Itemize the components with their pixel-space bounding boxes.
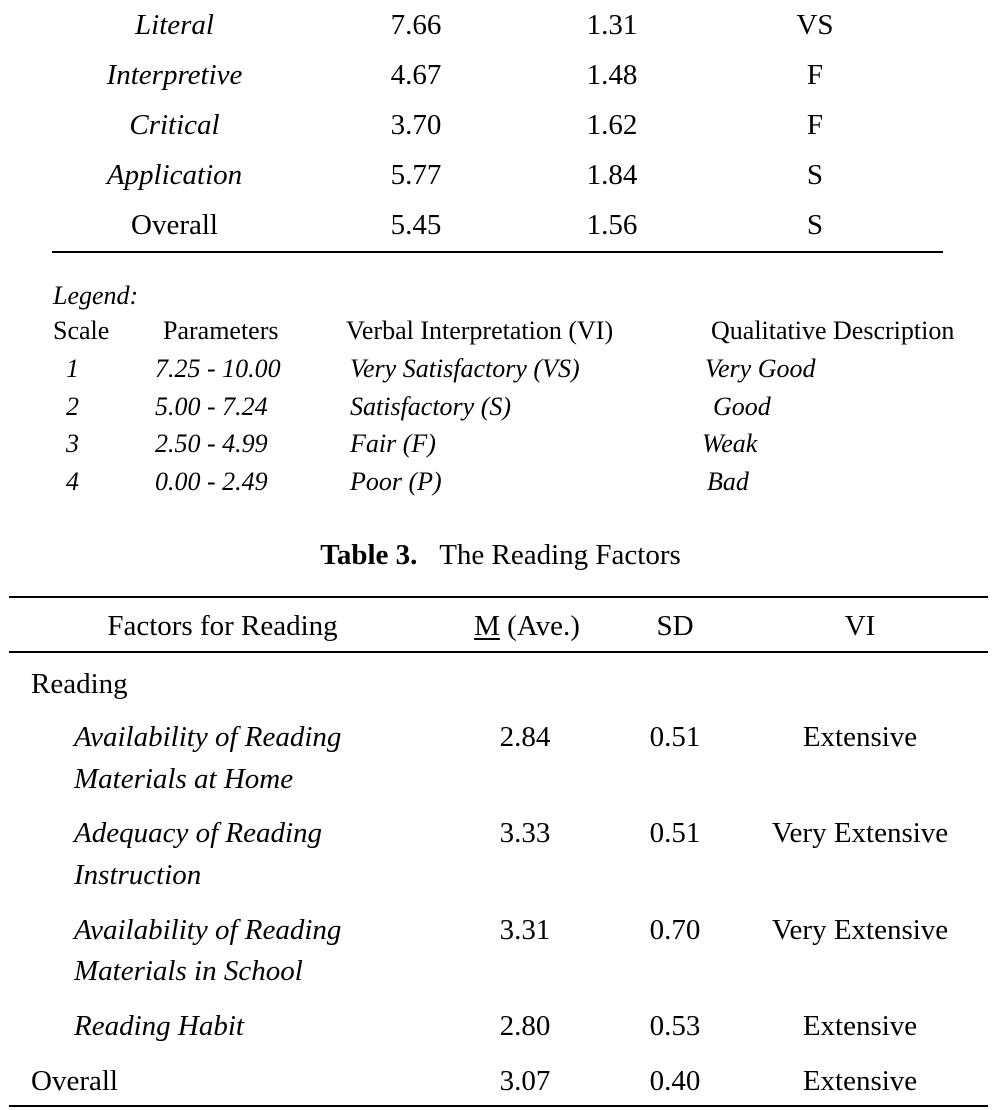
- table-row: [0, 9, 1001, 59]
- factor-label: Adequacy of Reading: [74, 817, 323, 849]
- legend-vi: Very Satisfactory (VS): [350, 354, 580, 383]
- sd-value: 1.84: [586, 159, 638, 191]
- mean-value: 5.77: [390, 159, 442, 191]
- vi-value: Very Extensive: [771, 914, 949, 946]
- mean-value: 3.31: [499, 914, 551, 946]
- factor-label: Reading Habit: [74, 1010, 244, 1042]
- sd-value: 1.56: [586, 209, 638, 241]
- vi-value: S: [806, 209, 824, 241]
- legend-header-vi: Verbal Interpretation (VI): [346, 316, 614, 345]
- sd-value: 1.62: [586, 109, 638, 141]
- header-factor: Factors for Reading: [107, 610, 338, 642]
- sd-value: 0.51: [649, 817, 701, 849]
- legend-header-parameters: Parameters: [163, 316, 279, 345]
- sd-value: 0.53: [649, 1010, 701, 1042]
- header-mean: [452, 605, 602, 647]
- group-label: Reading: [31, 668, 128, 700]
- table-row: [0, 109, 1001, 159]
- legend-parameters: 7.25 - 10.00: [155, 354, 281, 383]
- header-rule: [9, 651, 988, 653]
- level-label: Critical: [129, 109, 220, 141]
- factor-label-cont: Materials in School: [74, 955, 303, 987]
- legend-header-qualitative: Qualitative Description: [711, 316, 955, 345]
- legend-qualitative: Good: [713, 392, 771, 421]
- legend-qualitative: Very Good: [705, 354, 816, 383]
- caption-number: Table 3.: [320, 539, 418, 571]
- legend-qualitative: Bad: [707, 467, 749, 496]
- table-bottom-rule: [9, 1105, 988, 1107]
- legend-scale: 3: [66, 429, 79, 458]
- factor-label-cont: Materials at Home: [74, 763, 294, 795]
- legend-scale: 4: [66, 467, 79, 496]
- mean-suffix: (Ave.): [499, 610, 580, 642]
- vi-value: Extensive: [802, 1010, 918, 1042]
- legend-parameters: 2.50 - 4.99: [155, 429, 268, 458]
- legend-scale: 1: [66, 354, 79, 383]
- vi-value: F: [806, 59, 824, 91]
- legend-header-scale: Scale: [53, 316, 110, 345]
- vi-value: Extensive: [802, 721, 918, 753]
- sd-value: 0.51: [649, 721, 701, 753]
- vi-value: F: [806, 109, 824, 141]
- mean-value: 7.66: [390, 9, 442, 41]
- level-label: Application: [106, 159, 243, 191]
- mean-symbol: M: [474, 610, 500, 642]
- legend-vi: Poor (P): [350, 467, 442, 496]
- vi-value: Very Extensive: [771, 817, 949, 849]
- mean-value: 2.84: [499, 721, 551, 753]
- legend-qualitative: Weak: [702, 429, 758, 458]
- factor-label: Availability of Reading: [74, 914, 342, 946]
- legend-scale: 2: [66, 392, 79, 421]
- legend-title: Legend:: [53, 281, 139, 310]
- mean-value: 5.45: [390, 209, 442, 241]
- mean-value: 4.67: [390, 59, 442, 91]
- overall-sd: 0.40: [649, 1065, 701, 1097]
- level-label: Interpretive: [106, 59, 243, 91]
- vi-value: S: [806, 159, 824, 191]
- overall-label: Overall: [31, 1065, 118, 1097]
- mean-value: 2.80: [499, 1010, 551, 1042]
- header-sd: SD: [656, 610, 694, 642]
- sd-value: 1.31: [586, 9, 638, 41]
- caption-title: The Reading Factors: [439, 539, 681, 571]
- mean-value: 3.70: [390, 109, 442, 141]
- table-row: [0, 159, 1001, 209]
- overall-vi: Extensive: [802, 1065, 918, 1097]
- vi-value: VS: [796, 9, 834, 41]
- legend-parameters: 0.00 - 2.49: [155, 467, 268, 496]
- legend-vi: Satisfactory (S): [350, 392, 512, 421]
- legend-parameters: 5.00 - 7.24: [155, 392, 268, 421]
- header-vi: VI: [844, 610, 876, 642]
- mean-value: 3.33: [499, 817, 551, 849]
- table-row: [0, 59, 1001, 109]
- sd-value: 1.48: [586, 59, 638, 91]
- table-caption: [0, 539, 1001, 572]
- overall-mean: 3.07: [499, 1065, 551, 1097]
- sd-value: 0.70: [649, 914, 701, 946]
- factor-label: Availability of Reading: [74, 721, 342, 753]
- table-top-rule: [9, 596, 988, 598]
- table-bottom-rule: [52, 251, 943, 253]
- level-label: Literal: [135, 9, 214, 41]
- legend-vi: Fair (F): [350, 429, 436, 458]
- factor-label-cont: Instruction: [74, 859, 202, 891]
- level-label: Overall: [131, 209, 218, 241]
